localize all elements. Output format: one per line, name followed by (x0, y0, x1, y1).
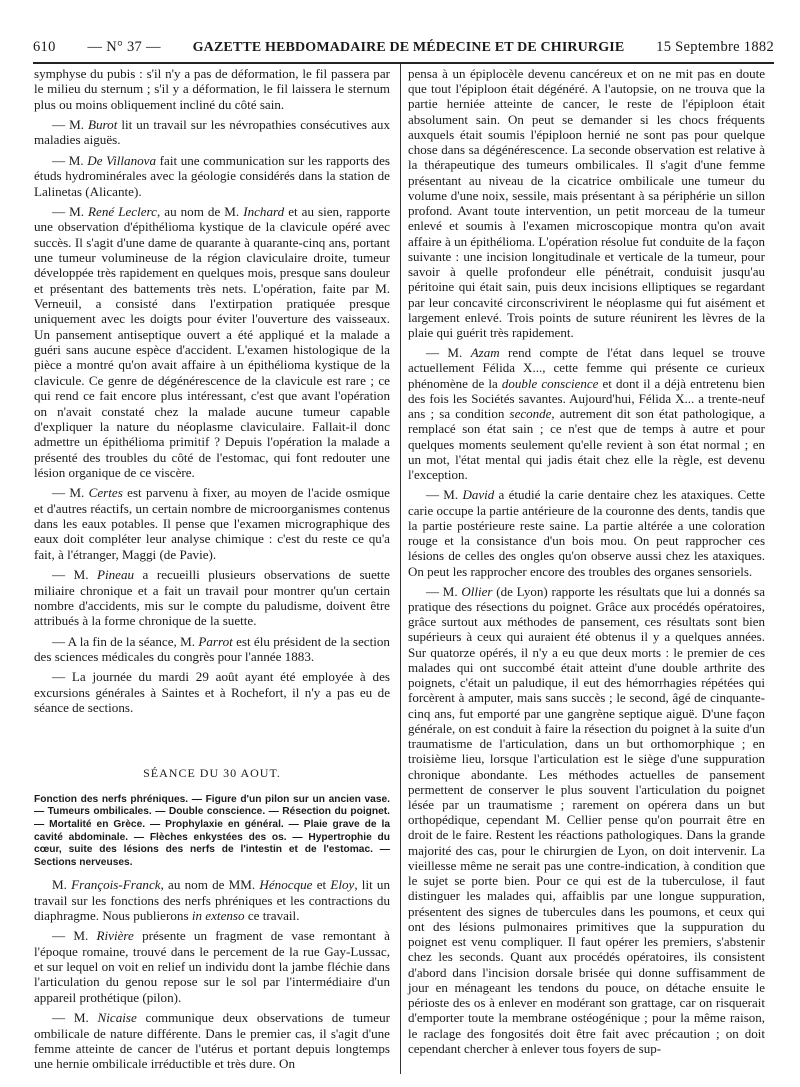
paragraph: — M. Ollier (de Lyon) rapporte les résultats que lui a donnés sa pratique des résections du poignet. Grâce aux procédés opératoires, grâce surtout aux méthodes de pansement, ces résultats sont bien supérieurs à ceux qui auraient été obtenus il y a quelques années. Sur quatorze opérés, il n'y a eu que deux morts : le premier de ces malades qui ont succombé était atteint d'une double arthrite des poignets, c'était un paludique, il eut des hémorrhagies répétées qui forcèrent à amputer, mais sans succès ; le second, âgé de cinquante-cinq ans, fut emporté par une gangrène septique aiguë. D'une façon générale, on est conduit à faire la résection du poignet à la suite d'un traumatisme de l'articulation, dans un but orthomorphique ; en troisième lieu, lorsque l'articulation est le siège d'une suppuration chronique abondante. Les méthodes actuelles de pansement permettent de conserver le plus souvent l'articulation du poignet lésée par un traumatisme ; rarement on opérera dans un but orthopédique, cependant M. Cellier pense qu'on pourrait être en droit de le faire. Restent les réactions pathologiques. Dans la grande majorité des cas, pour le chirurgien de Lyon, on doit intervenir. La vieillesse même ne serait pas une contre-indication, à condition que le sujet se porte bien. Pour ce qui est de la tuberculose, il faut distinguer les malades qui, affaiblis par une longue suppuration, présentent des signes de tubercules dans les poumons, et ceux qui ont des lésions pulmonaires primitives que la suppuration du poignet est venu compliquer. Il faut opérer les premiers, s'abstenir chez les seconds. Quant aux procédés opératoires, ils consistent d'abord dans l'incision dorsale brisée qui donne suffisamment de jour en ménageant les tendons du pouce, on détache ensuite le périoste des os à enlever en modérant son grattage, car on risquerait d'emporter toute la membrane ostéogénique ; pour la même raison, le raclage des fongosités doit être fait avec précaution ; on doit cependant chercher à enlever tous foyers de sup- (408, 583, 766, 1056)
header-rule (33, 62, 774, 64)
page-number: 610 (33, 39, 56, 55)
paragraph: — A la fin de la séance, M. Parrot est élu président de la section des sciences médicales du congrès pour l'année 1883. (34, 633, 390, 664)
emphasis: seconde, (509, 406, 555, 422)
session-title: SÉANCE DU 30 AOUT. (143, 766, 281, 781)
author-name: De Villanova (87, 152, 157, 168)
author-name: Burot (88, 117, 118, 133)
paragraph: — M. David a étudié la carie dentaire chez les ataxiques. Cette carie occupe la partie antérieure de la couronne des dents, tandis que la partie postérieure reste saine. La partie altérée a une coloration rouge et la consistance d'un bois mou. On peut rapprocher ces lésions de celles des ongles qu'on observe aussi chez les ataxiques. On peut les rapprocher encore des troubles des organes sensoriels. (408, 487, 766, 579)
paragraph: — M. Rivière présente un fragment de vase remontant à l'époque romaine, trouvé dans le percement de la rue Gay-Lussac, et sur lequel on voit en relief un individu dont la jambe fléchie dans l'articulation du genou repose sur le sol par l'intermédiaire d'un appareil prothétique (pilon). (34, 928, 390, 1005)
issue-date: 15 Septembre 1882 (656, 39, 774, 55)
paragraph: — M. René Leclerc, au nom de M. Inchard et au sien, rapporte une observation d'épithélioma kystique de la clavicule opéré avec succès. Il s'agit d'une dame de quarante à quarante-cinq ans, portant une tumeur volumineuse de la région claviculaire droite, tumeur développée très rapidement en quelques mois, presque sans douleur et présentant des battements très nets. L'opération, faite par M. Verneuil, a consisté dans l'extirpation pratiquée presque uniquement avec les doigts pour éviter l'ouverture des vaisseaux. Un pansement antiseptique ouvert a été appliqué et la malade a guéri sans aucune espèce d'accident. L'examen histologique de la pièce a montré qu'on avait affaire à un épithélioma kystique de la clavicule. Ce genre de dégénérescence de la clavicule est rare ; ce qui rend ce fait encore plus intéressant, c'est que avant l'opération on n'avait constaté chez la malade aucune tumeur capable d'expliquer la nature du néoplasme claviculaire. Fallait-il donc admettre un épithélioma primitif ? Depuis l'opération la malade a présenté des troubles du côté de l'estomac, qui font redouter une lésion organique de ce viscère. (34, 203, 391, 480)
author-name: Parrot (198, 633, 233, 649)
author-name: Azam (470, 345, 500, 361)
session-summary: Fonction des nerfs phréniques. — Figure d'un pilon sur un ancien vase. — Tumeurs ombilicales. — Double conscience. — Résection du poignet. — Mortalité en Grèce. — Prophylaxie en général. — Plaie grave de la cavité abdominale. — Flèches enkystées des os. — Hypertrophie du cœur, suite des lésions des nerfs de l'intestin et de l'estomac. — Sections nerveuses. (34, 793, 390, 868)
author-name: Pineau (96, 567, 135, 583)
emphasis: double conscience (501, 375, 599, 391)
section-gap (34, 720, 390, 766)
paragraph: symphyse du pubis : s'il n'y a pas de déformation, le fil passera par le milieu du sternum ; s'il y a déformation, le fil laissera le sternum plus ou moins obliquement incliné du côté sain. (34, 66, 390, 112)
latin-phrase: in extenso (191, 908, 245, 924)
author-name: René Leclerc (88, 203, 157, 219)
author-name: Inchard (243, 203, 285, 219)
left-column (34, 66, 390, 1077)
paragraph: — M. Nicaise communique deux observations de tumeur ombilicale de nature différente. Dans le premier cas, il s'agit d'une femme atteinte de cancer de l'utérus et portant depuis longtemps une hernie ombilicale irréductible et très dure. On (34, 1010, 390, 1072)
author-name: Certes (88, 485, 123, 501)
paragraph: — M. De Villanova fait une communication sur les rapports des étuds hydrominérales avec la géologie considérés dans la station de Lalinetas (Alicante). (34, 152, 390, 199)
issue-number: — N° 37 — (87, 39, 161, 55)
right-column (408, 66, 765, 1061)
author-name: Ollier (461, 583, 493, 599)
author-name: David (462, 487, 495, 503)
column-divider (400, 64, 401, 1074)
author-name: Rivière (96, 928, 134, 944)
journal-title: GAZETTE HEBDOMADAIRE DE MÉDECINE ET DE CHIRURGIE (192, 40, 625, 55)
author-name: Nicaise (97, 1010, 137, 1026)
author-name: François-Franck (71, 877, 161, 893)
author-name: Hénocque (259, 877, 313, 893)
paragraph: — M. Azam rend compte de l'état dans lequel se trouve actuellement Félida X..., cette femme qui présente ce curieux phénomène de la double conscience et dont il a déjà entretenu bien des fois les Sociétés savantes. Aujourd'hui, Félida X... a trente-neuf ans ; sa condition seconde, autrement dit son état pathologique, a remplacé son état sain ; ce n'est que de temps à autre et pour quelques moments seulement qu'elle revient à son état normal ; en un mot, l'état mental qui jadis était chez elle la règle, est devenu l'exception. (408, 345, 766, 483)
author-name: Eloy (330, 877, 355, 893)
paragraph: M. François-Franck, au nom de MM. Hénocque et Eloy, lit un travail sur les fonctions des nerfs phréniques et les contractions du diaphragme. Nous publierons in extenso ce travail. (34, 877, 391, 924)
paragraph: — La journée du mardi 29 août ayant été employée à des excursions générales à Saintes et à Rochefort, il n'y a pas eu de séance de sections. (34, 669, 390, 716)
paragraph: — M. Certes est parvenu à fixer, au moyen de l'acide osmique et d'autres réactifs, un certain nombre de microorganismes contenus dans les eaux potables. Il pense que l'examen micrographique des eaux doit compléter leur analyse chimique : c'est du reste ce qu'a fait, à l'étranger, Maggi (de Pavie). (34, 485, 390, 562)
paragraph: — M. Pineau a recueilli plusieurs observations de suette miliaire chronique et a fait un travail pour montrer qu'un certain nombre d'accidents, mis sur le compte du paludisme, doivent être attribués à la forme chronique de la suette. (34, 567, 390, 629)
paragraph: — M. Burot lit un travail sur les névropathies consécutives aux maladies aiguës. (34, 117, 391, 148)
page-header (33, 39, 774, 63)
paragraph: pensa à un épiplocèle devenu cancéreux et on ne mit pas en doute que tout l'épiploon était dégénéré. A l'autopsie, on ne trouva que la partie herniée atteinte de cancer, le reste de l'épiploon était absolument sain. On peut se demander si les chocs fréquents auxquels était soumis l'épiploon hernié ne sont pas pour quelque chose dans sa dégénérescence. La seconde observation est relative à la thérapeutique des tumeurs ombilicales. Il s'agit d'une femme présentant au niveau de la cicatrice ombilicale une tumeur du volume d'une noix, sessile, mais présentant à sa périphérie un sillon profond. Avant toute intervention, un petit morceau de la tumeur enlevé et soumis à l'examen microscopique montra qu'on avait affaire à un épithélioma. L'opération résolue fut conduite de la façon suivante : une incision longitudinale et verticale de la tumeur, pour savoir à quelle profondeur elle pénétrait, conduisit jusqu'au péritoine qui était sain, puis deux incisions elliptiques se regardant par leur concavité circonscrivirent le néoplasme qui fut aisément et largement enlevé. Trois points de suture réunirent les lèvres de la plaie qui guérit très rapidement. (408, 66, 765, 340)
